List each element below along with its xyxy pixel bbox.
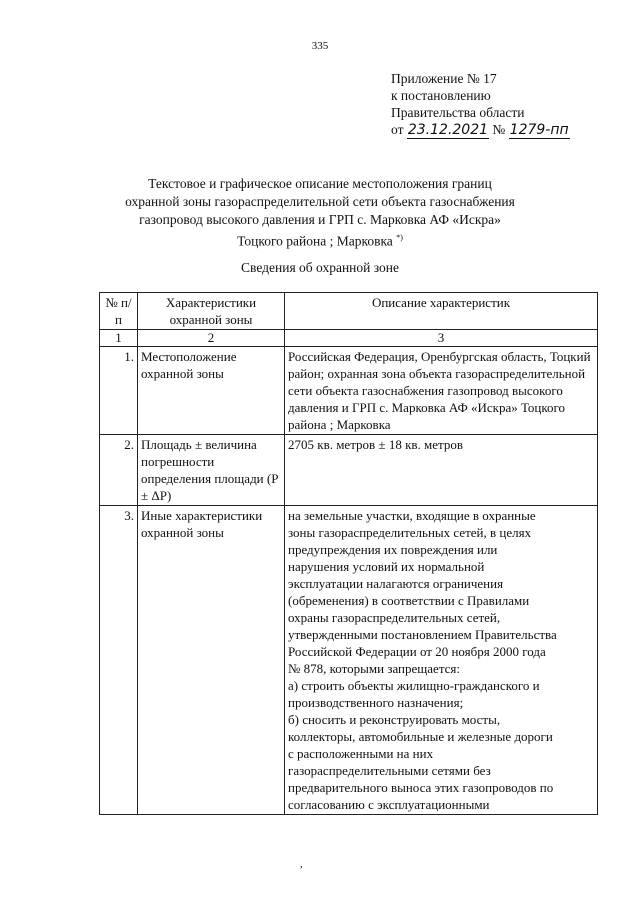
table-row (100, 506, 598, 815)
description-line: охраны газораспределительных сетей, (288, 610, 501, 625)
appendix-date-line (391, 121, 570, 139)
row-description (285, 506, 598, 815)
description-line: эксплуатации налагаются ограничения (288, 576, 504, 591)
handwritten-date: 23.12.2021 (407, 122, 489, 138)
row-description: 2705 кв. метров ± 18 кв. метров (285, 435, 598, 506)
row-description: Российская Федерация, Оренбургская область, Тоцкий район; охранная зона объекта газораспределительной сети объекта газоснабжения газопровод высокого давления и ГРП с. Марковка АФ «Искра» Тоцкого района ; Марковка (285, 347, 598, 435)
table-row (100, 435, 598, 506)
scan-mark: , (300, 858, 303, 870)
row-number: 1. (100, 347, 138, 435)
protection-zone-table (99, 292, 598, 815)
column-number-2: 2 (138, 330, 285, 347)
row-number: 3. (100, 506, 138, 815)
section-title: Сведения об охранной зоне (241, 260, 399, 275)
title-line-4: Тоцкого района ; Марковка (237, 233, 393, 249)
number-prefix: № (492, 122, 506, 137)
table-row (100, 347, 598, 435)
header-number: № п/п (100, 293, 138, 330)
column-number-1: 1 (100, 330, 138, 347)
appendix-block (391, 70, 570, 139)
title-line-4-wrap (80, 229, 560, 251)
description-line: газораспределительными сетями без (288, 763, 491, 778)
column-number-row (100, 330, 598, 347)
date-prefix: от (391, 122, 404, 137)
document-title (80, 175, 560, 251)
description-line: (обременения) в соответствии с Правилами (288, 593, 530, 608)
description-line: № 878, которыми запрещается: (288, 661, 461, 676)
handwritten-number: 1279-пп (509, 122, 569, 138)
appendix-line-1: Приложение № 17 (391, 71, 497, 86)
appendix-line-3: Правительства области (391, 105, 525, 120)
title-line-2: охранной зоны газораспределительной сети объекта газоснабжения (125, 194, 515, 209)
title-line-1: Текстовое и графическое описание местоположения границ (148, 176, 492, 191)
header-description: Описание характеристик (285, 293, 598, 330)
description-line: а) строить объекты жилищно-гражданского и (288, 678, 540, 693)
description-line: на земельные участки, входящие в охранные (288, 508, 536, 523)
column-number-3: 3 (285, 330, 598, 347)
description-line: Российской Федерации от 20 ноября 2000 года (288, 644, 546, 659)
title-line-3: газопровод высокого давления и ГРП с. Марковка АФ «Искра» (139, 212, 501, 227)
row-characteristic: Местоположение охранной зоны (138, 347, 285, 435)
table-header-row (100, 293, 598, 330)
description-line: утвержденными постановлением Правительства (288, 627, 557, 642)
description-line: б) сносить и реконструировать мосты, (288, 712, 501, 727)
row-characteristic: Иные характеристики охранной зоны (138, 506, 285, 815)
row-characteristic: Площадь ± величина погрешности определения площади (P ± ΔP) (138, 435, 285, 506)
description-line: зоны газораспределительных сетей, в целях (288, 525, 532, 540)
description-line: коллекторы, автомобильные и железные дороги (288, 729, 553, 744)
page-number: 335 (311, 40, 329, 52)
footnote-mark: *) (396, 233, 403, 242)
header-characteristic: Характеристики охранной зоны (138, 293, 285, 330)
description-line: нарушения условий их нормальной (288, 559, 485, 574)
appendix-line-2: к постановлению (391, 88, 491, 103)
description-line: согласованию с эксплуатационными (288, 797, 490, 812)
description-line: с расположенными на них (288, 746, 434, 761)
description-line: предупреждения их повреждения или (288, 542, 498, 557)
description-line: предварительного выноса этих газопроводов по (288, 780, 554, 795)
row-number: 2. (100, 435, 138, 506)
description-line: производственного назначения; (288, 695, 464, 710)
